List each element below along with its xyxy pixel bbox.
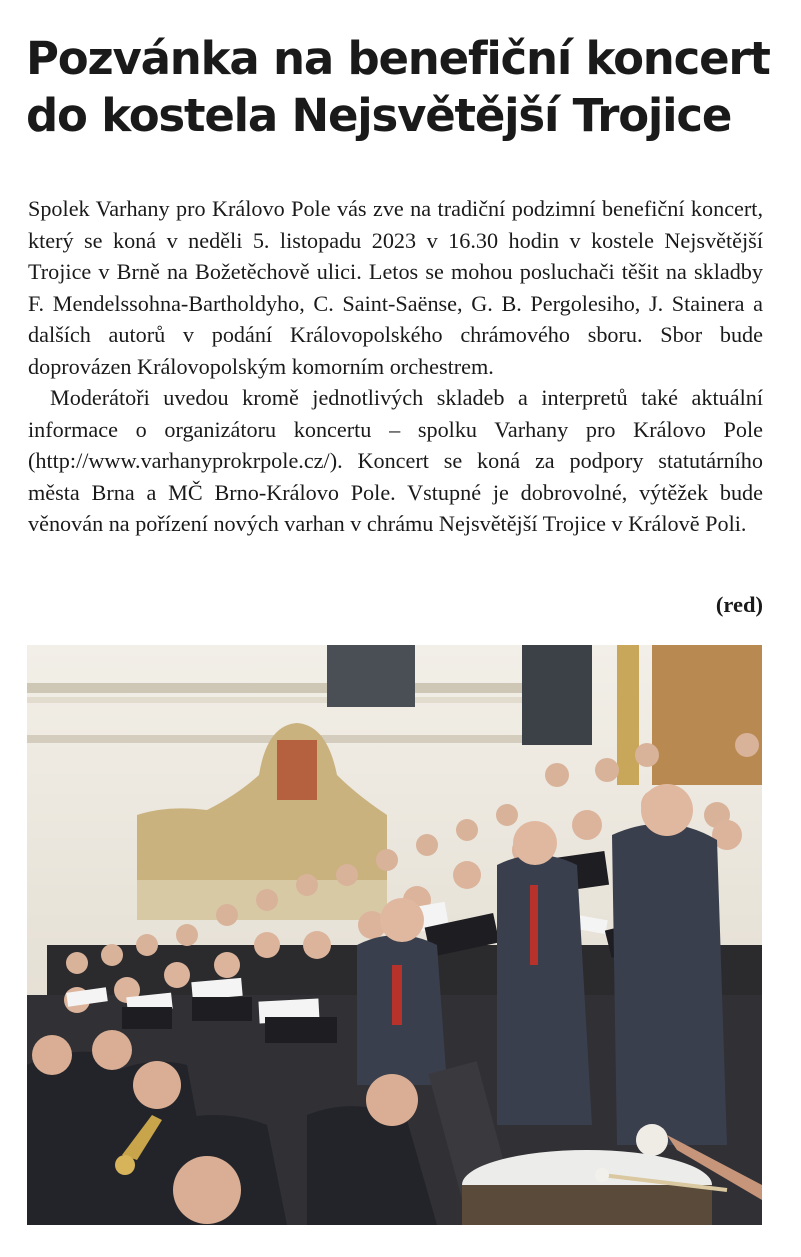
choir-photo-illustration [27,645,762,1225]
article-title: Pozvánka na benefiční koncert do kostela Nejsvětější Trojice [26,32,770,142]
article-paragraph-2: Moderátoři uvedou kromě jednotlivých skladeb a interpretů také aktuální informace o organizátoru koncertu – spolku Varhany pro Královo Pole (http://www.varhanyprokrpole.cz/). Koncert se koná za podpory statutárního města Brna a MČ Brno-Královo Pole. Vstupné je dobrovolné, výtěžek bude věnován na pořízení nových varhan v chrámu Nejsvětější Trojice v Královĕ Poli. [28,385,763,536]
author-signature: (red) [715,592,763,617]
article-paragraph-1: Spolek Varhany pro Královo Pole vás zve na tradiční podzimní benefiční koncert, který se koná v neděli 5. listopadu 2023 v 16.30 hodin v kostele Nejsvětější Trojice v Brně na Božetěchově ulici. Letos se mohou posluchači těšit na skladby F. Mendelssohna-Bartholdyho, C. Saint-Saënse, G. B. Pergolesiho, J. Stainera a dalších autorů v podání Královopolského chrámového sboru. Sbor bude doprovázen Královopolským komorním orchestrem. [28,196,763,379]
article-body [28,193,763,540]
concert-photo [27,645,762,1225]
